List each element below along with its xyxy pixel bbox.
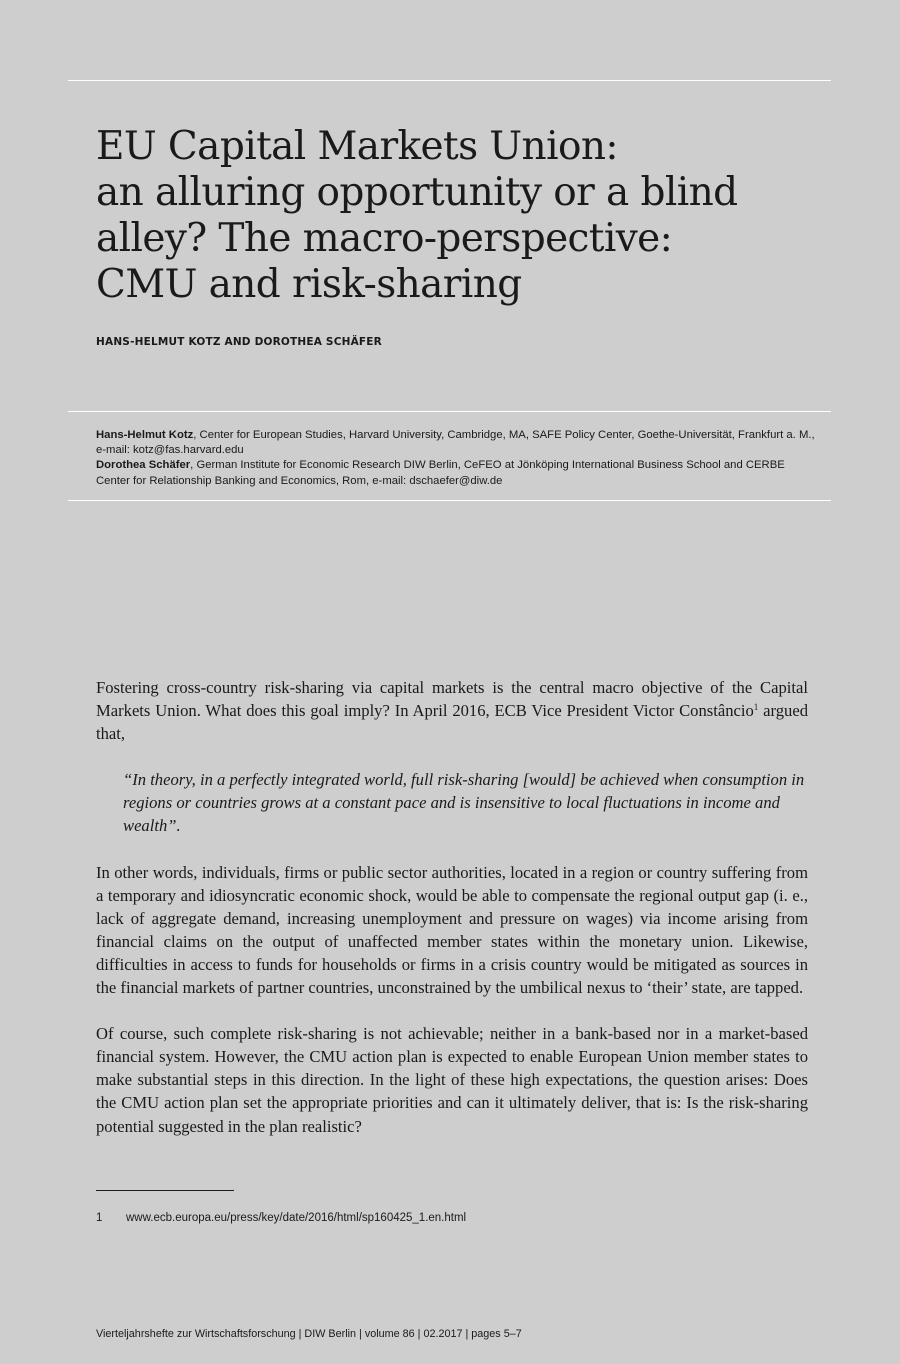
affiliation-bottom-rule xyxy=(68,500,831,501)
author-affiliations xyxy=(96,428,816,489)
affiliation-name: Dorothea Schäfer xyxy=(96,459,191,472)
title-line: CMU and risk-sharing xyxy=(96,262,522,307)
affiliation-top-rule xyxy=(68,411,831,412)
paragraph-text: argued that, xyxy=(96,701,809,744)
footnote-number: 1 xyxy=(96,1212,103,1224)
article-title xyxy=(96,124,836,308)
footnote xyxy=(96,1212,466,1224)
paragraph-text: Fostering cross-country risk-sharing via capital markets is the central macro objective of the Capital Markets Union. What does this goal imply? In April 2016, ECB Vice President Victor Constâncio xyxy=(96,678,808,721)
affiliation-entry xyxy=(96,458,816,488)
body-paragraph: In other words, individuals, firms or public sector authorities, located in a region or country suffering from a temporary and idiosyncratic economic shock, would be able to compensate the regional output gap (i. e., lack of aggregate demand, increasing unemployment and pressure on wages) via income arising from financial claims on the output of unaffected member states within the monetary union. Likewise, difficulties in access to funds for households or firms in a crisis country would be mitigated as sources in the financial markets of partner countries, unconstrained by the umbilical nexus to ‘their’ state, are tapped. xyxy=(96,862,808,998)
affiliation-text: , Center for European Studies, Harvard University, Cambridge, MA, SAFE Policy Center, Goethe-Universität, Frankfurt a. M., e-mail: kotz@fas.harvard.edu xyxy=(96,429,815,457)
affiliation-entry xyxy=(96,428,816,458)
footnote-marker: 1 xyxy=(753,702,759,713)
author-names: HANS-HELMUT KOTZ AND DOROTHEA SCHÄFER xyxy=(96,336,382,348)
article-body xyxy=(96,676,808,1161)
title-line: EU Capital Markets Union: xyxy=(96,124,618,169)
block-quote: “In theory, in a perfectly integrated world, full risk-sharing [would] be achieved when consumption in regions or countries grows at a constant pace and is insensitive to local fluctuations in income and wealth”. xyxy=(123,770,805,836)
body-paragraph xyxy=(96,676,808,745)
title-line: alley? The macro-perspective: xyxy=(96,216,673,261)
affiliation-name: Hans-Helmut Kotz xyxy=(96,429,194,441)
footnote-link[interactable]: www.ecb.europa.eu/press/key/date/2016/html/sp160425_1.en.html xyxy=(126,1212,467,1224)
title-line: an alluring opportunity or a blind xyxy=(96,170,738,215)
affiliation-text: , German Institute for Economic Research DIW Berlin, CeFEO at Jönköping International Business School and CERBE Center for Relationship Banking and Economics, Rom, e-mail: dschaefer@diw.de xyxy=(96,459,785,487)
footnote-rule xyxy=(96,1190,234,1191)
top-rule xyxy=(68,80,831,81)
page-footer: Vierteljahrshefte zur Wirtschaftsforschung | DIW Berlin | volume 86 | 02.2017 | pages 5–7 xyxy=(96,1328,522,1340)
body-paragraph: Of course, such complete risk-sharing is not achievable; neither in a bank-based nor in a market-based financial system. However, the CMU action plan is expected to enable European Union member states to make substantial steps in this direction. In the light of these high expectations, the question arises: Does the CMU action plan set the appropriate priorities and can it ultimately deliver, that is: Is the risk-sharing potential suggested in the plan realistic? xyxy=(96,1024,808,1136)
